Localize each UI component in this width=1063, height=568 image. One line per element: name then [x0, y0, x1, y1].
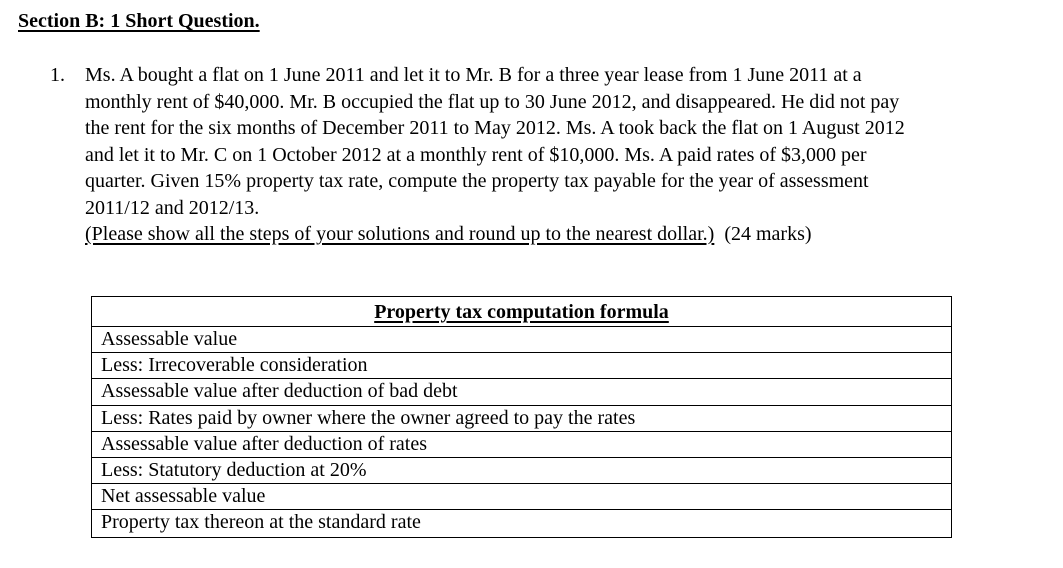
table-row: Property tax thereon at the standard rate — [101, 511, 421, 534]
section-title: Section B: 1 Short Question. — [18, 10, 260, 32]
marks-label: (24 marks) — [724, 223, 812, 245]
question-line: 2011/12 and 2012/13. — [85, 196, 260, 219]
table-header-text: Property tax computation formula — [374, 301, 669, 323]
question-number: 1. — [50, 64, 65, 86]
instruction-text: (Please show all the steps of your solutions and round up to the nearest dollar.) — [85, 223, 715, 245]
formula-table — [91, 296, 952, 538]
table-row: Less: Statutory deduction at 20% — [92, 458, 951, 484]
question-line: quarter. Given 15% property tax rate, compute the property tax payable for the year of assessment — [85, 170, 869, 192]
table-header — [92, 297, 951, 327]
question-line: Ms. A bought a flat on 1 June 2011 and let it to Mr. B for a three year lease from 1 June 2011 at a — [85, 64, 862, 86]
table-row: Less: Irrecoverable consideration — [92, 353, 951, 379]
table-row: Less: Rates paid by owner where the owner agreed to pay the rates — [92, 406, 951, 432]
instruction-line — [85, 221, 1040, 248]
table-row: Assessable value after deduction of bad debt — [92, 379, 951, 405]
question-line: and let it to Mr. C on 1 October 2012 at a monthly rent of $10,000. Ms. A paid rates of $3,000 per — [85, 143, 867, 166]
question-line: the rent for the six months of December 2011 to May 2012. Ms. A took back the flat on 1 August 2012 — [85, 117, 905, 139]
table-row: Assessable value — [92, 327, 951, 353]
table-row: Assessable value after deduction of rates — [92, 432, 951, 458]
question-line: monthly rent of $40,000. Mr. B occupied the flat up to 30 June 2012, and disappeared. He did not pay — [85, 90, 900, 113]
question-text — [85, 62, 1040, 248]
table-row: Net assessable value — [92, 484, 951, 510]
